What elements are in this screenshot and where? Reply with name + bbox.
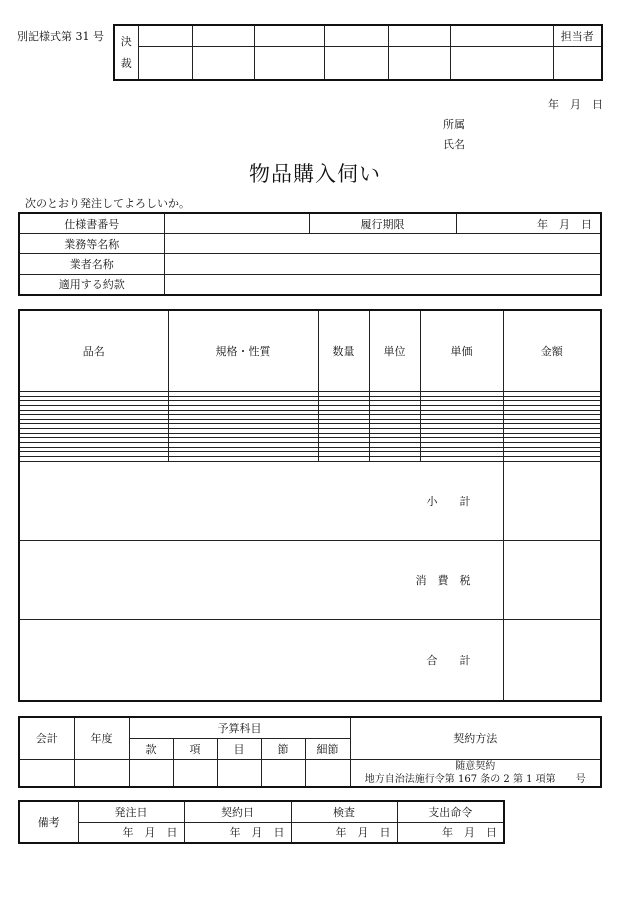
subtotal-field[interactable]	[503, 461, 601, 540]
approval-stamp-area[interactable]	[388, 46, 450, 80]
deadline-label: 履行期限	[309, 213, 456, 234]
subtotal-label: 小 計	[19, 461, 503, 540]
lead-text: 次のとおり発注してよろしいか。	[25, 197, 190, 210]
approval-stamp-area[interactable]	[553, 46, 602, 80]
payment-order-date-field[interactable]: 年 月 日	[397, 822, 504, 843]
budget-moku-label: 目	[217, 738, 261, 759]
contract-date-field[interactable]: 年 月 日	[184, 822, 291, 843]
tax-field[interactable]	[503, 540, 601, 619]
approval-stamp-cell[interactable]	[388, 25, 450, 46]
business-name-label: 業務等名称	[19, 234, 164, 254]
tax-label: 消 費 税	[19, 540, 503, 619]
contract-method-line2: 地方自治法施行令第 167 条の 2 第 1 項第 号	[364, 773, 586, 785]
order-date-field[interactable]: 年 月 日	[78, 822, 184, 843]
vendor-name-field[interactable]	[164, 254, 601, 274]
contract-terms-field[interactable]	[164, 274, 601, 295]
contract-terms-label: 適用する約款	[19, 274, 164, 295]
inspection-label: 検査	[291, 801, 397, 822]
fiscal-year-label: 年度	[74, 717, 129, 759]
spec-number-field[interactable]	[164, 213, 309, 234]
header-unit-price: 単価	[420, 310, 503, 391]
header-unit: 単位	[369, 310, 420, 391]
contract-method-line1: 随意契約	[455, 760, 496, 772]
accounting-label: 会計	[19, 717, 74, 759]
header-quantity: 数量	[318, 310, 369, 391]
header-spec: 規格・性質	[168, 310, 318, 391]
budget-kan-label: 款	[129, 738, 173, 759]
contract-method-field[interactable]	[350, 759, 601, 787]
deadline-field[interactable]: 年 月 日	[456, 213, 601, 234]
page-title: 物品購入伺い	[249, 162, 381, 186]
approval-stamp-cell[interactable]	[138, 25, 192, 46]
budget-setsu-field[interactable]	[261, 759, 305, 787]
budget-moku-field[interactable]	[217, 759, 261, 787]
budget-setsu-label: 節	[261, 738, 305, 759]
fiscal-year-field[interactable]	[74, 759, 129, 787]
total-label: 合 計	[19, 620, 503, 701]
budget-kan-field[interactable]	[129, 759, 173, 787]
header-item-name: 品名	[19, 310, 168, 391]
approval-stamp-cell[interactable]	[254, 25, 324, 46]
budget-kou-field[interactable]	[173, 759, 217, 787]
budget-saisetsu-field[interactable]	[305, 759, 350, 787]
affiliation-label: 所属	[443, 118, 465, 131]
total-field[interactable]	[503, 620, 601, 701]
approval-label: 決 裁	[114, 25, 138, 80]
vendor-name-label: 業者名称	[19, 254, 164, 274]
items-table	[18, 309, 602, 702]
approval-stamp-area[interactable]	[138, 46, 192, 80]
budget-saisetsu-label: 細節	[305, 738, 350, 759]
budget-kou-label: 項	[173, 738, 217, 759]
budget-item-label: 予算科目	[129, 717, 350, 738]
header-amount: 金額	[503, 310, 601, 391]
form-id: 別記様式第 31 号	[17, 30, 104, 43]
remarks-table	[18, 800, 505, 844]
remarks-label: 備考	[19, 801, 78, 843]
name-label: 氏名	[443, 138, 465, 151]
approval-stamp-cell[interactable]	[324, 25, 388, 46]
approval-stamp-area[interactable]	[324, 46, 388, 80]
business-name-field[interactable]	[164, 234, 601, 254]
budget-table	[18, 716, 602, 788]
order-date-label: 発注日	[78, 801, 184, 822]
info-table	[18, 212, 602, 296]
contract-method-label: 契約方法	[350, 717, 601, 759]
header-date: 年 月 日	[548, 98, 603, 111]
payment-order-label: 支出命令	[397, 801, 504, 822]
approval-box	[113, 24, 603, 81]
inspection-date-field[interactable]: 年 月 日	[291, 822, 397, 843]
person-in-charge-label: 担当者	[553, 25, 602, 46]
approval-stamp-cell[interactable]	[192, 25, 254, 46]
approval-stamp-area[interactable]	[192, 46, 254, 80]
approval-stamp-area[interactable]	[254, 46, 324, 80]
spec-number-label: 仕様書番号	[19, 213, 164, 234]
approval-stamp-area[interactable]	[450, 46, 553, 80]
approval-stamp-cell[interactable]	[450, 25, 553, 46]
accounting-field[interactable]	[19, 759, 74, 787]
contract-date-label: 契約日	[184, 801, 291, 822]
